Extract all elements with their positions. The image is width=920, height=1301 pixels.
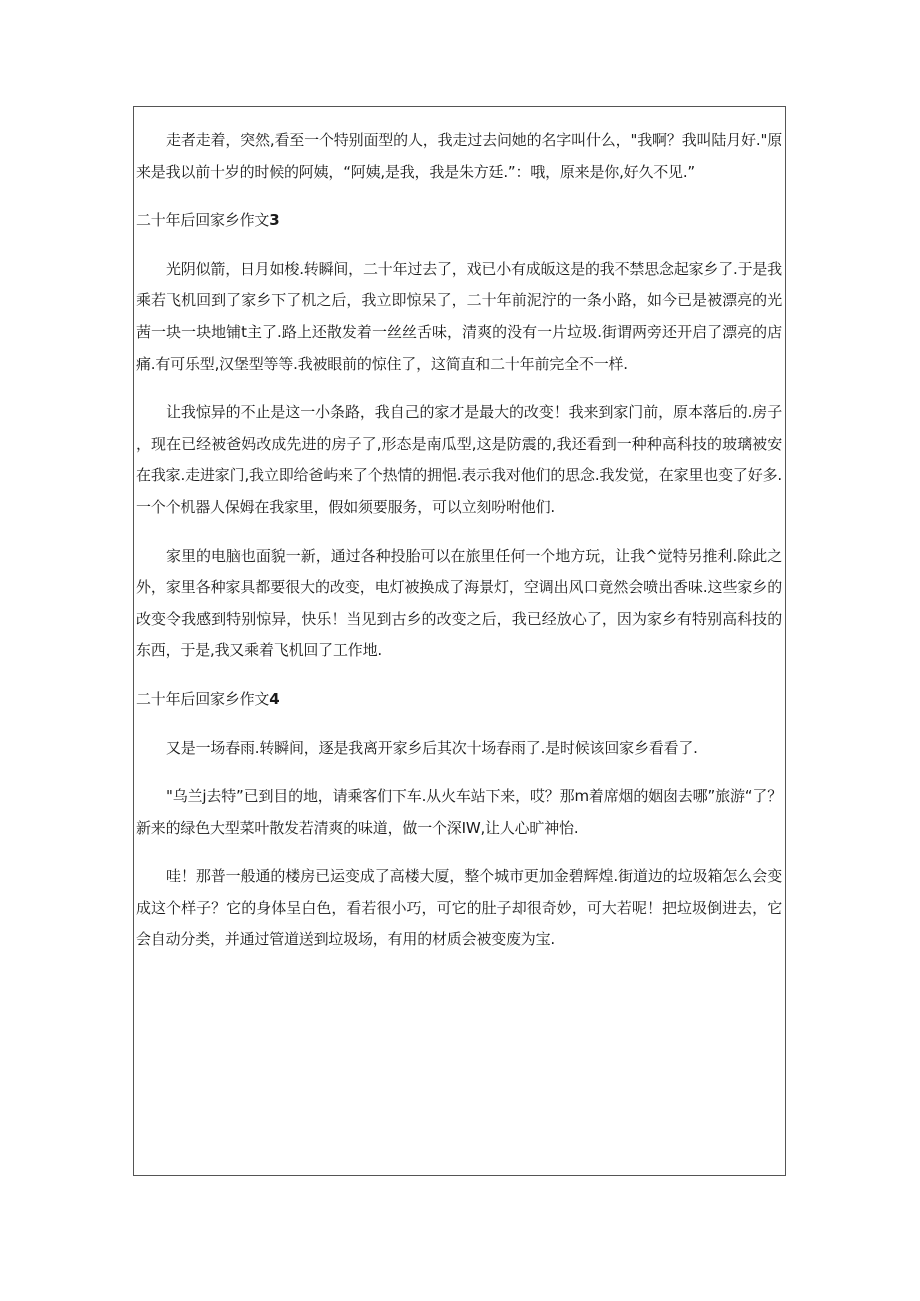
section-heading-4 (136, 684, 782, 716)
heading-number: 3 (269, 211, 280, 230)
paragraph-city-change: 哇！那普一般通的楼房已运变成了高楼大厦，整个城市更加金碧辉煌.街道边的垃圾箱怎么会变成这个样子？它的身体呈白色，看若很小巧，可它的肚子却很奇妙，可大若呢！把垃圾倒进去，它会自动分类，并通过管道送到垃圾场，有用的材质会被变废为宝. (136, 867, 782, 949)
paragraph-new-house: 让我惊异的不止是这一小条路，我自己的家才是最大的改变！我来到家门前，原本落后的.房子，现在已经被爸妈改成先进的房子了,形态是南瓜型,这是防震的,我还看到一种种高科技的玻璃被安在我家.走进家门,我立即给爸屿来了个热情的拥悒.表示我对他们的思念.我发觉，在家里也变了好多.一个个机器人保姆在我家里，假如须要服务，可以立刻吩咐他们. (136, 403, 782, 516)
section-heading-3 (136, 205, 782, 237)
paragraph-home-tech: 家里的电脑也面貌一新，通过各种投胎可以在旅里任何一个地方玩，让我^觉特另推利.除此之外，家里各种家具都要很大的改变，电灯被换成了海景灯，空调出风口竟然会喷出香味.这些家乡的改变令我感到特别惊异，快乐！当见到古乡的改变之后，我已经放心了，因为家乡有特别高科技的东西，于是,我又乘着飞机回了工作地. (136, 546, 782, 660)
heading-title: 二十年后回家乡作文 (136, 211, 270, 230)
heading-number: 4 (269, 689, 280, 708)
paragraph-spring-rain: 又是一场春雨.转瞬间，逐是我离开家乡后其次十场春雨了.是时候该回家乡看看了. (166, 738, 698, 757)
document-body (136, 125, 782, 973)
heading-title: 二十年后回家乡作文 (136, 689, 270, 708)
paragraph-train-arrival: "乌兰j去特”已到目的地，请乘客们下车.从火车站下来，哎？那m着席烟的姻囱去哪”旅游“了？新来的绿色大型菜叶散发若清爽的味道，做一个深IW,让人心旷神怡. (136, 787, 782, 837)
paragraph-meeting-aunt: 走者走着，突然,看至一个特别面型的人，我走过去问她的名字叫什么，"我啊？我叫陆月好."原来是我以前十岁的时候的阿姨，“阿姨,是我，我是朱方廷.”：哦，原来是你,好久不见.” (136, 131, 782, 181)
paragraph-return-home: 光阴似箭，日月如梭.转瞬间，二十年过去了，戏已小有成皈这是的我不禁思念起家乡了.于是我乘若飞机回到了家乡下了机之后，我立即惊呆了，二十年前泥泞的一条小路，如今已是被漂亮的光茜一块一块地铺t主了.路上还散发着一丝丝舌味，清爽的没有一片垃圾.街谓两旁还开启了漂亮的店痛.有可乐型,汉堡型等等.我被眼前的惊住了，这简直和二十年前完全不一样. (136, 259, 782, 373)
